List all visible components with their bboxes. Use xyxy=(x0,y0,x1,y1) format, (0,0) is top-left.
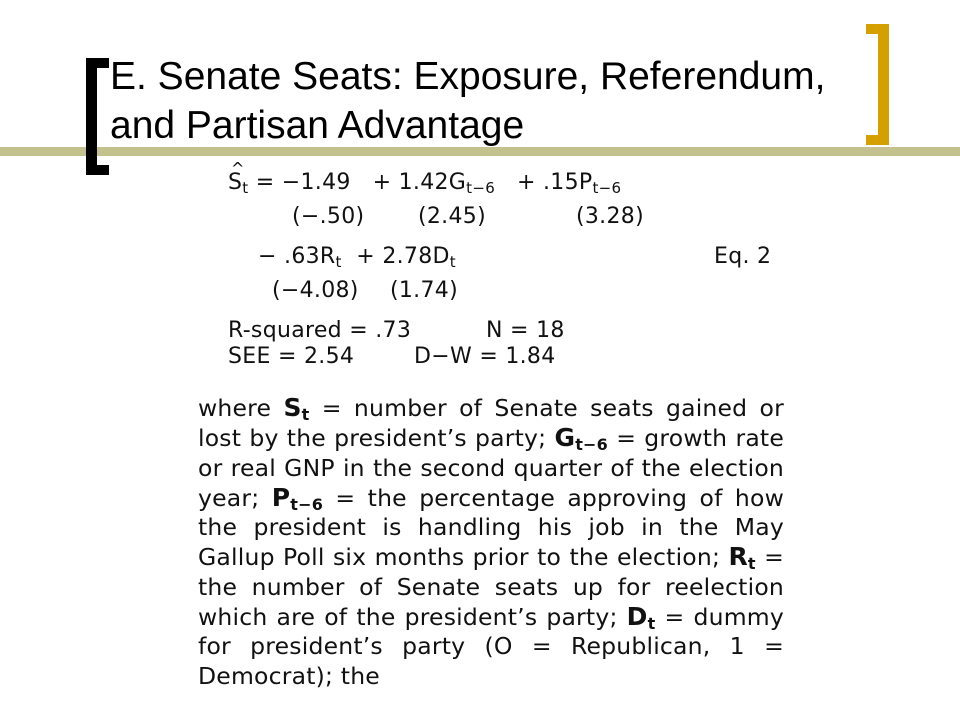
equation-row-2: − $.63R_t + 2.78D_t$ xyxy=(258,244,456,271)
left-bracket-top xyxy=(86,58,109,68)
slide-title xyxy=(110,52,910,150)
se-row-2-a: (−4.08) xyxy=(272,278,359,303)
stat-n: N = 18 xyxy=(486,318,565,343)
right-bracket-top xyxy=(866,24,889,34)
definitions-paragraph: where $S_t$ = number of Senate seats gained or lost by the president’s party; $G_{t-6}$ = growth rate or real GNP in the second quarter of the election year; $P_{t-6}$ = the percentage approving of how the president is handling his job in the May Gallup Poll six months prior to the election; $R_t$ = the number of Senate seats up for reelection which are of the president’s party; $D_t$ = dummy for president’s party (O = Republican, 1 = Democrat); the xyxy=(198,393,785,690)
se-row-1-c: (3.28) xyxy=(576,204,644,229)
stat-r-squared: R-squared = .73 xyxy=(228,318,412,343)
stat-see: SEE = 2.54 xyxy=(228,344,355,369)
stat-dw: D−W = 1.84 xyxy=(414,344,556,369)
se-row-1-b: (2.45) xyxy=(418,204,486,229)
left-bracket-bottom xyxy=(86,165,109,175)
title-line-2: and Partisan Advantage xyxy=(110,104,525,147)
left-bracket xyxy=(86,58,97,175)
equation-row-1: ^ $S_t = -1.49$ + $1.42G_{t-6}$ + $.15P_{t-6}$ xyxy=(228,170,621,196)
s-hat: ^ S xyxy=(228,170,242,196)
title-line-1: E. Senate Seats: Exposure, Referendum, xyxy=(110,55,826,98)
equation-label: Eq. 2 xyxy=(714,244,772,269)
se-row-1-a: (−.50) xyxy=(292,204,365,229)
se-row-2-b: (1.74) xyxy=(390,278,458,303)
